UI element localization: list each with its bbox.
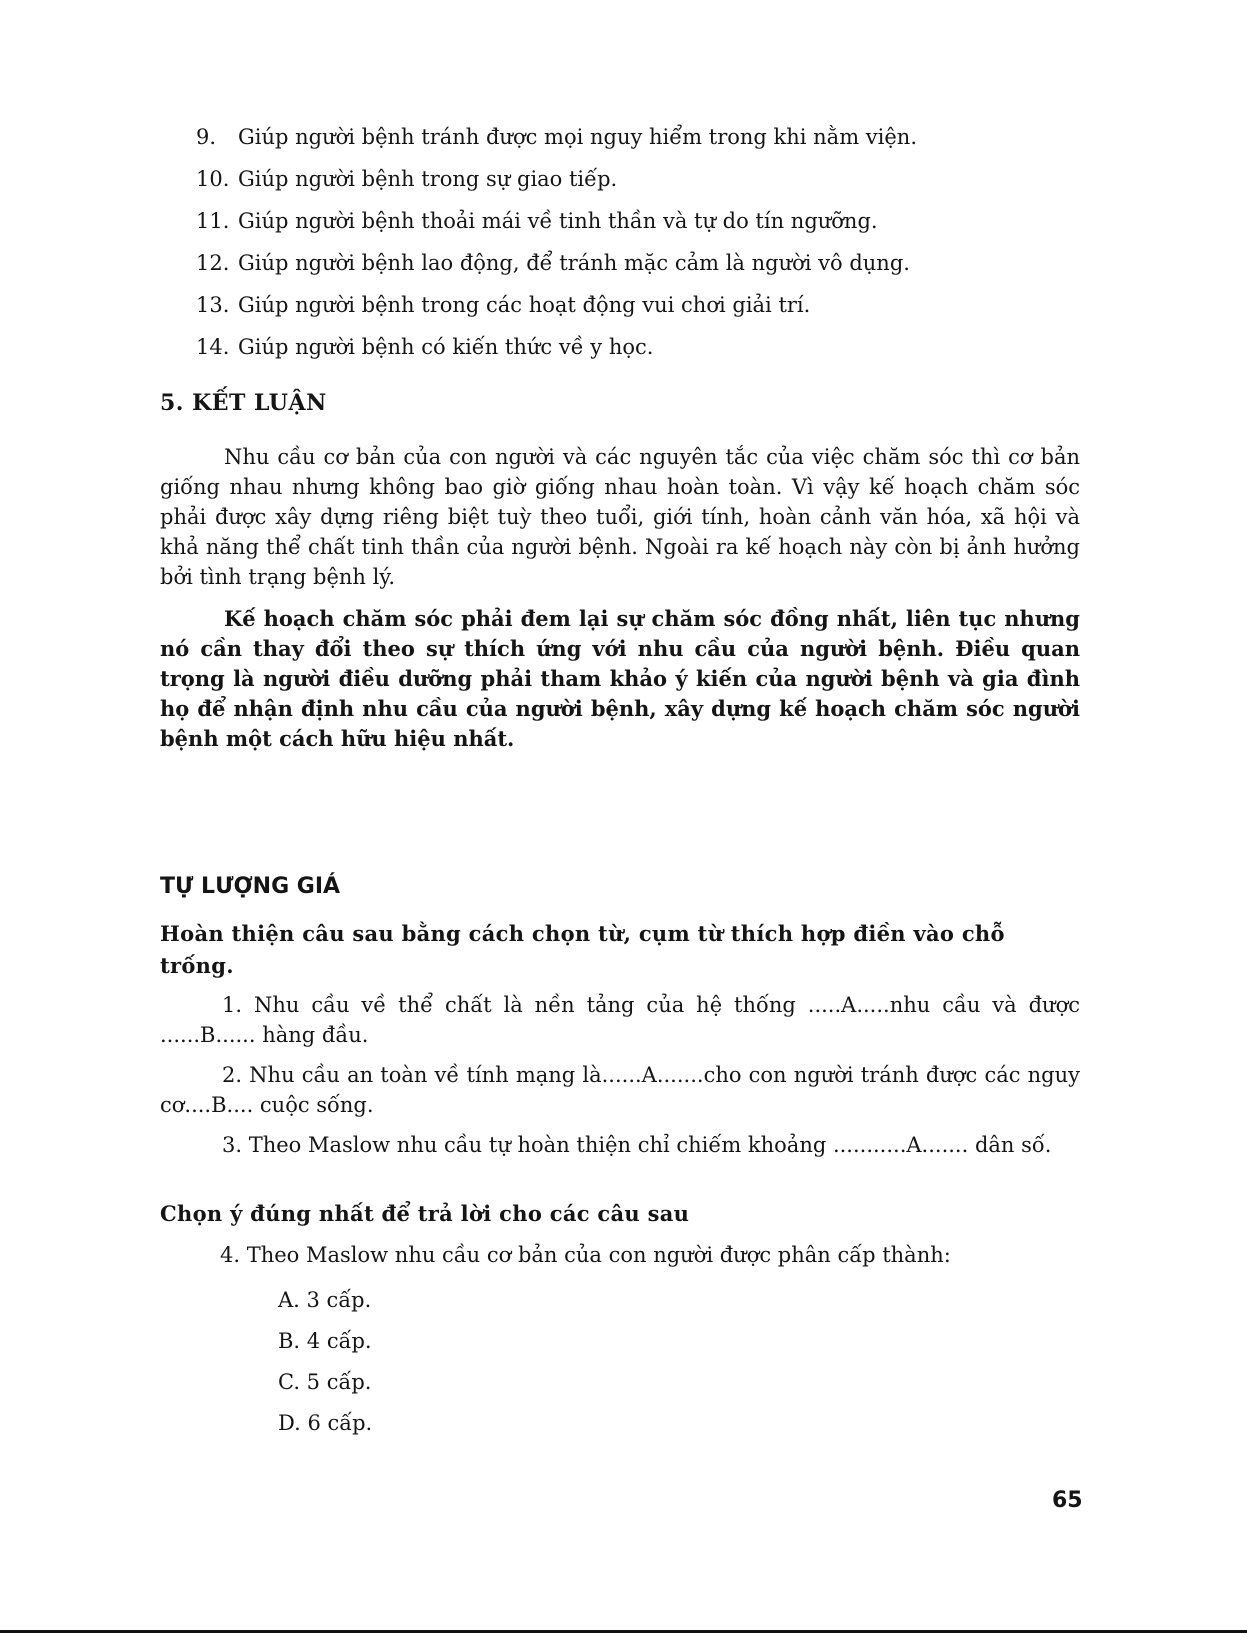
list-item-number: 13. [196, 293, 230, 317]
list-item [196, 326, 1096, 368]
question-2: 2. Nhu cầu an toàn về tính mạng là......A.......cho con người tránh được các nguy cơ....B.... cuộc sống. [160, 1063, 1080, 1117]
answer-option: A. 3 cấp. [278, 1288, 372, 1312]
fill-in-instruction: Hoàn thiện câu sau bằng cách chọn từ, cụm từ thích hợp điền vào chỗ trống. [160, 921, 1005, 978]
self-assessment-heading: TỰ LƯỢNG GIÁ [160, 874, 341, 899]
answer-option: C. 5 cấp. [278, 1370, 372, 1394]
list-item [196, 200, 1096, 242]
list-item-number: 10. [196, 167, 230, 191]
multiple-choice-instruction: Chọn ý đúng nhất để trả lời cho các câu sau [160, 1201, 690, 1226]
list-item-text: Giúp người bệnh lao động, để tránh mặc cảm là người vô dụng. [238, 251, 910, 275]
page-number: 65 [1052, 1488, 1083, 1513]
list-item-text: Giúp người bệnh thoải mái về tinh thần và tự do tín ngưỡng. [238, 209, 878, 233]
conclusion-paragraph-2: Kế hoạch chăm sóc phải đem lại sự chăm sóc đồng nhất, liên tục nhưng nó cần thay đổi theo sự thích ứng với nhu cầu của người bệnh. Điều quan trọng là người điều dưỡng phải tham khảo ý kiến của người bệnh và gia đình họ để nhận định nhu cầu của người bệnh, xây dựng kế hoạch chăm sóc người bệnh một cách hữu hiệu nhất. [160, 606, 1080, 751]
list-item-number: 14. [196, 335, 230, 359]
list-item [196, 284, 1096, 326]
list-item [196, 158, 1096, 200]
list-item-number: 12. [196, 251, 230, 275]
answer-options [278, 1280, 372, 1444]
answer-option: B. 4 cấp. [278, 1329, 372, 1353]
list-item-number: 11. [196, 209, 230, 233]
list-item [196, 116, 1096, 158]
list-item-text: Giúp người bệnh có kiến thức về y học. [238, 335, 654, 359]
list-item-text: Giúp người bệnh trong các hoạt động vui chơi giải trí. [238, 293, 811, 317]
question-4: 4. Theo Maslow nhu cầu cơ bản của con người được phân cấp thành: [220, 1243, 951, 1267]
list-item-number: 9. [196, 125, 217, 149]
list-item [196, 242, 1096, 284]
answer-option: D. 6 cấp. [278, 1411, 373, 1435]
list-item-text: Giúp người bệnh trong sự giao tiếp. [238, 167, 618, 191]
nursing-care-list [196, 116, 1096, 368]
question-3: 3. Theo Maslow nhu cầu tự hoàn thiện chỉ chiếm khoảng ...........A....... dân số. [222, 1133, 1052, 1157]
list-item-text: Giúp người bệnh tránh được mọi nguy hiểm trong khi nằm viện. [238, 125, 918, 149]
conclusion-heading: 5. KẾT LUẬN [160, 390, 327, 416]
conclusion-paragraph-1: Nhu cầu cơ bản của con người và các nguyên tắc của việc chăm sóc thì cơ bản giống nhau nhưng không bao giờ giống nhau hoàn toàn. Vì vậy kế hoạch chăm sóc phải được xây dựng riêng biệt tuỳ theo tuổi, giới tính, hoàn cảnh văn hóa, xã hội và khả năng thể chất tinh thần của người bệnh. Ngoài ra kế hoạch này còn bị ảnh hưởng bởi tình trạng bệnh lý. [160, 445, 1080, 589]
question-1: 1. Nhu cầu về thể chất là nền tảng của hệ thống .....A.....nhu cầu và được ......B...... hàng đầu. [160, 993, 1080, 1047]
